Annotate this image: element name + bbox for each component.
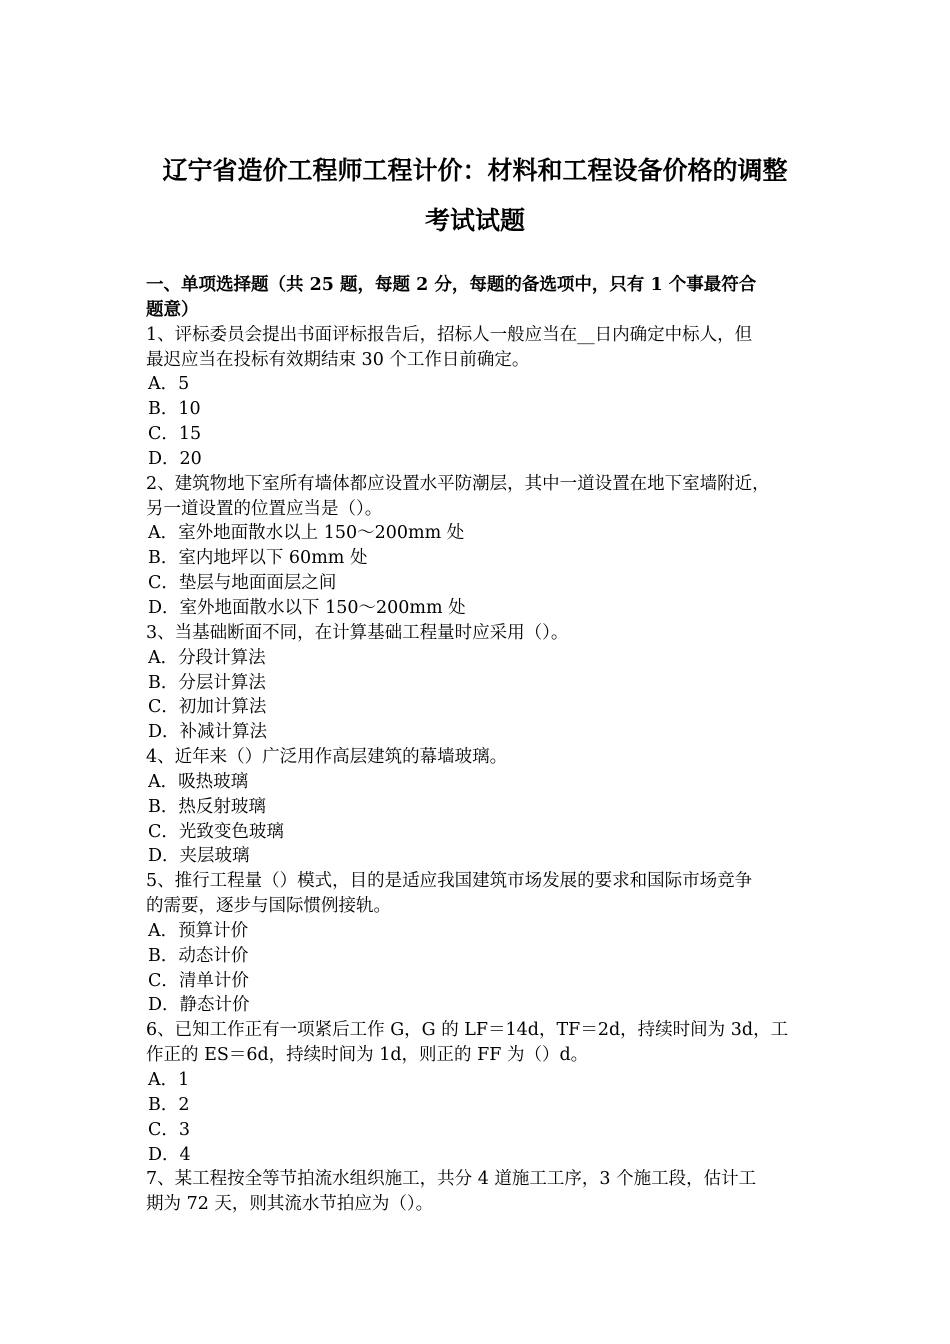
option-c: C．清单计价 (148, 970, 249, 991)
option-c: C．15 (148, 424, 202, 445)
option-c: C．垫层与地面面层之间 (148, 573, 337, 594)
option-d: D．20 (148, 448, 202, 469)
option-b: B．分层计算法 (148, 672, 266, 693)
question-text: 4、近年来（）广泛用作高层建筑的幕墙玻璃。 (146, 747, 508, 768)
option-a: A．吸热玻璃 (148, 771, 249, 792)
question-5 (146, 869, 818, 1018)
question-3 (146, 621, 818, 745)
option-a: A．室外地面散水以上 150～200mm 处 (148, 523, 465, 544)
option-d: D．室外地面散水以下 150～200mm 处 (148, 597, 466, 618)
question-text: 5、推行工程量（）模式，目的是适应我国建筑市场发展的要求和国际市场竞争 (146, 871, 753, 892)
option-d: D．夹层玻璃 (148, 846, 250, 867)
option-d: D．4 (148, 1144, 191, 1165)
question-text: 6、已知工作正有一项紧后工作 G，G 的 LF＝14d，TF＝2d，持续时间为 3d，工 (146, 1020, 789, 1041)
document-title-line-2: 考试试题 (424, 206, 525, 235)
question-text: 另一道设置的位置应当是（）。 (146, 498, 383, 519)
option-b: B．动态计价 (148, 945, 249, 966)
question-text: 期为 72 天，则其流水节拍应为（）。 (146, 1194, 434, 1215)
option-a: A．1 (148, 1070, 190, 1090)
option-d: D．静态计价 (148, 995, 250, 1016)
question-text: 1、评标委员会提出书面评标报告后，招标人一般应当在__日内确定中标人，但 (146, 324, 753, 345)
option-c: C．初加计算法 (148, 697, 267, 718)
option-b: B．室内地坪以下 60mm 处 (148, 548, 368, 569)
question-6 (146, 1018, 818, 1167)
question-text: 2、建筑物地下室所有墙体都应设置水平防潮层，其中一道设置在地下室墙附近， (146, 473, 770, 494)
option-a: A．预算计价 (148, 920, 249, 941)
question-4 (146, 745, 818, 869)
document-body (146, 273, 818, 1217)
question-7 (146, 1167, 818, 1217)
question-text: 的需要，逐步与国际惯例接轨。 (146, 896, 391, 917)
question-text: 作正的 ES＝6d，持续时间为 1d，则正的 FF 为（）d。 (146, 1045, 589, 1066)
option-c: C．光致变色玻璃 (148, 821, 284, 842)
option-a: A．5 (148, 374, 190, 395)
question-1 (146, 323, 818, 472)
question-text: 7、某工程按全等节拍流水组织施工，共分 4 道施工工序，3 个施工段，估计工 (146, 1169, 757, 1190)
question-text: 3、当基础断面不同，在计算基础工程量时应采用（）。 (146, 622, 569, 643)
option-b: B．热反射玻璃 (148, 796, 266, 817)
option-c: C．3 (148, 1119, 191, 1140)
question-text: 最迟应当在投标有效期结束 30 个工作日前确定。 (146, 349, 530, 370)
option-a: A．分段计算法 (148, 647, 266, 668)
option-b: B．2 (148, 1094, 190, 1115)
option-d: D．补减计算法 (148, 722, 268, 743)
section-heading-continued: 题意） (146, 299, 199, 320)
option-b: B．10 (148, 399, 201, 420)
section-heading: 一、单项选择题（共 25 题，每题 2 分，每题的备选项中，只有 1 个事最符合 (146, 275, 757, 295)
question-2 (146, 472, 818, 621)
document-title-line-1: 辽宁省造价工程师工程计价：材料和工程设备价格的调整 (162, 156, 788, 185)
